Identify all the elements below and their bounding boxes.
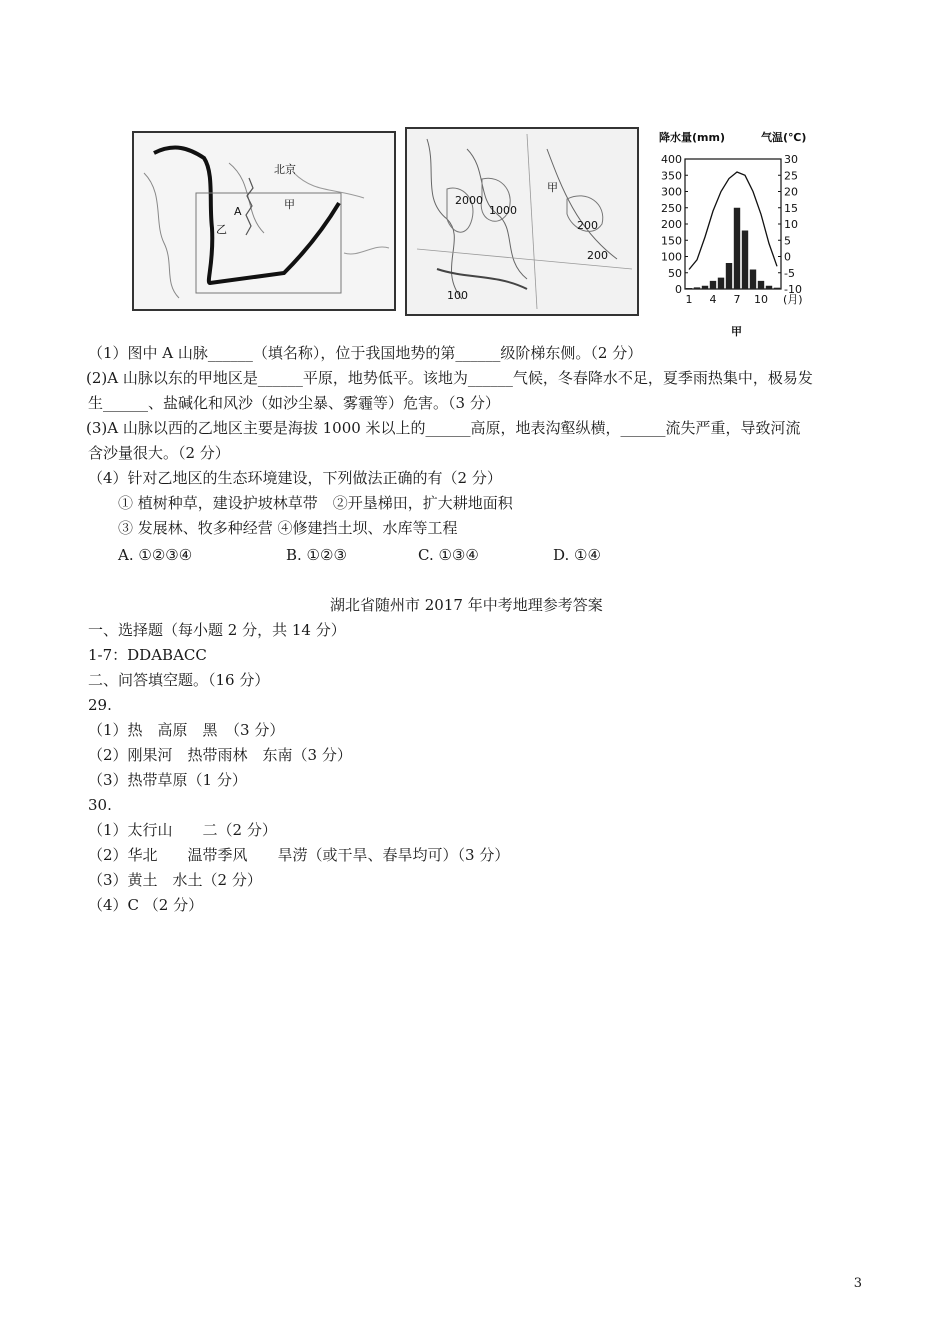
- x-unit-label: (月): [783, 293, 803, 306]
- answer-line-12: （4）C （2 分）: [88, 896, 204, 914]
- map1-label-jia: 甲: [284, 198, 295, 211]
- plot-frame: [685, 159, 781, 289]
- map-topographic: [405, 127, 639, 316]
- precip-bar: [766, 286, 772, 289]
- precip-bar: [758, 281, 764, 289]
- map2-label-100: 100: [447, 289, 468, 302]
- left-tick-label: 400: [661, 153, 682, 166]
- x-tick-label: 4: [709, 293, 717, 306]
- answer-line-10: （2）华北 温带季风 旱涝（或干旱、春旱均可）（3 分）: [88, 846, 510, 864]
- climate-chart: [653, 123, 818, 338]
- climate-chart-svg: [653, 123, 818, 338]
- precip-bar: [750, 270, 756, 290]
- chart-caption: 甲: [731, 325, 742, 338]
- right-tick-label: 0: [784, 250, 791, 264]
- right-tick-label: -10: [784, 283, 802, 296]
- option-d: D. ①④: [553, 546, 601, 564]
- map1-label-yi: 乙: [216, 223, 227, 236]
- question-4-choice-line1: ① 植树种草，建设护坡林草带 ②开垦梯田，扩大耕地面积: [118, 494, 513, 512]
- answer-line-7: （3）热带草原（1 分）: [88, 771, 247, 789]
- figure-row: [128, 123, 818, 338]
- left-tick-label: 300: [661, 185, 682, 199]
- map2-label-200b: 200: [587, 249, 608, 262]
- answer-line-4: 29.: [88, 696, 112, 714]
- x-tick-label: 1: [685, 293, 693, 306]
- answer-line-8: 30.: [88, 796, 112, 814]
- answers-title: 湖北省随州市 2017 年中考地理参考答案: [330, 596, 603, 614]
- answer-line-11: （3）黄土 水土（2 分）: [88, 871, 262, 889]
- map2-label-1000: 1000: [489, 204, 517, 217]
- left-tick-label: 200: [661, 218, 682, 231]
- right-tick-label: 30: [784, 153, 798, 166]
- map-north-china-drawing: [134, 133, 394, 309]
- answer-line-3: 二、问答填空题。（16 分）: [88, 671, 270, 689]
- left-tick-label: 250: [661, 201, 682, 215]
- map2-label-2000: 2000: [455, 194, 483, 207]
- precip-bar: [734, 208, 740, 289]
- answer-line-1: 一、选择题（每小题 2 分，共 14 分）: [88, 621, 346, 639]
- map1-label-a: A: [234, 205, 242, 218]
- precip-bar: [710, 281, 716, 289]
- right-tick-label: 25: [784, 169, 798, 183]
- precip-bar: [686, 288, 692, 289]
- left-tick-label: 0: [675, 283, 682, 296]
- x-tick-label: 7: [733, 293, 741, 306]
- left-tick-label: 50: [668, 266, 682, 280]
- precip-bar: [774, 288, 780, 289]
- right-tick-label: 20: [784, 185, 798, 199]
- x-tick-label: 10: [754, 293, 768, 306]
- question-4: （4）针对乙地区的生态环境建设，下列做法正确的有（2 分）: [88, 469, 502, 487]
- answer-line-2: 1-7：DDABACC: [88, 646, 207, 664]
- question-2-line2: 生______、盐碱化和风沙（如沙尘暴、雾霾等）危害。（3 分）: [88, 394, 500, 412]
- precip-bar: [726, 263, 732, 289]
- left-axis-title: 降水量(mm): [659, 131, 725, 144]
- option-c: C. ①③④: [418, 546, 479, 564]
- question-1: （1）图中 A 山脉______（填名称），位于我国地势的第______级阶梯东侧。（2 分）: [88, 344, 643, 362]
- question-2-line1: (2)A 山脉以东的甲地区是______平原，地势低平。该地为______气候，冬春降水不足，夏季雨热集中，极易发: [86, 369, 813, 387]
- map2-label-200: 200: [577, 219, 598, 232]
- left-tick-label: 100: [661, 250, 682, 264]
- right-axis-title: 气温(℃): [761, 131, 807, 144]
- precip-bar: [702, 286, 708, 289]
- right-tick-label: 10: [784, 218, 798, 231]
- map1-label-beijing: 北京: [274, 163, 296, 176]
- question-4-choice-line2: ③ 发展林、牧多种经营 ④修建挡土坝、水库等工程: [118, 519, 458, 537]
- left-tick-label: 150: [661, 234, 682, 248]
- page-number: 3: [853, 1276, 862, 1291]
- temperature-line: [689, 172, 777, 270]
- map2-label-jia: 甲: [547, 181, 558, 194]
- option-a: A. ①②③④: [118, 546, 193, 564]
- precip-bar: [742, 231, 748, 290]
- answer-line-6: （2）刚果河 热带雨林 东南（3 分）: [88, 746, 352, 764]
- right-tick-label: 15: [784, 201, 798, 215]
- left-tick-label: 350: [661, 169, 682, 183]
- right-tick-label: 5: [784, 234, 791, 248]
- option-b: B. ①②③: [286, 546, 347, 564]
- precip-bar: [694, 287, 700, 289]
- precip-bar: [718, 278, 724, 289]
- answer-line-5: （1）热 高原 黑 （3 分）: [88, 721, 285, 739]
- map-north-china: [132, 131, 396, 311]
- question-3-line1: (3)A 山脉以西的乙地区主要是海拔 1000 米以上的______高原，地表沟壑纵横，______流失严重，导致河流: [86, 419, 801, 437]
- right-tick-label: -5: [784, 266, 795, 280]
- answer-line-9: （1）太行山 二（2 分）: [88, 821, 277, 839]
- question-3-line2: 含沙量很大。（2 分）: [88, 444, 230, 462]
- map-topographic-drawing: [407, 129, 637, 314]
